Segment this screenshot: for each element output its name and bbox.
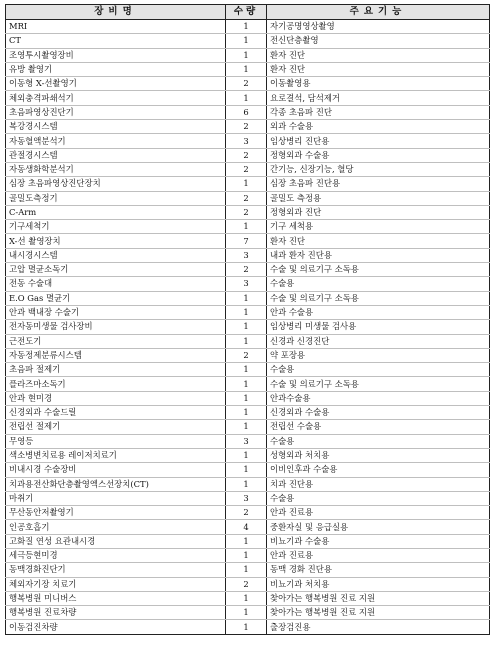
equipment-name-cell: 무산동안저촬영기: [6, 506, 226, 520]
equipment-name-cell: 인공호흡기: [6, 520, 226, 534]
quantity-cell: 1: [226, 591, 267, 605]
function-cell: 각종 초음파 진단: [267, 105, 490, 119]
equipment-name-cell: 행복병원 미니버스: [6, 591, 226, 605]
table-row: [6, 305, 490, 319]
function-cell: 신경외과 수술용: [267, 406, 490, 420]
quantity-cell: 1: [226, 177, 267, 191]
table-row: [6, 205, 490, 219]
equipment-name-cell: 전동 수술대: [6, 277, 226, 291]
table-row: [6, 406, 490, 420]
table-row: [6, 563, 490, 577]
table-row: [6, 191, 490, 205]
function-cell: 전신단층촬영: [267, 34, 490, 48]
quantity-cell: 3: [226, 248, 267, 262]
quantity-cell: 2: [226, 191, 267, 205]
function-cell: 이비인후과 수술용: [267, 463, 490, 477]
table-row: [6, 91, 490, 105]
function-cell: 환자 진단: [267, 48, 490, 62]
equipment-name-cell: 고압 멸균소독기: [6, 263, 226, 277]
function-cell: 안과수술용: [267, 391, 490, 405]
table-row: [6, 234, 490, 248]
function-cell: 안과 진료용: [267, 548, 490, 562]
quantity-cell: 3: [226, 134, 267, 148]
table-row: [6, 277, 490, 291]
equipment-name-cell: 내시경시스템: [6, 248, 226, 262]
equipment-name-cell: 자동혈액분석기: [6, 134, 226, 148]
table-row: [6, 334, 490, 348]
table-row: [6, 62, 490, 76]
function-cell: 수술용: [267, 277, 490, 291]
function-cell: 전립선 수술용: [267, 420, 490, 434]
equipment-name-cell: 신경외과 수술드릴: [6, 406, 226, 420]
equipment-name-cell: 비내시경 수술장비: [6, 463, 226, 477]
quantity-cell: 1: [226, 363, 267, 377]
equipment-name-cell: 안과 현미경: [6, 391, 226, 405]
equipment-name-cell: 관절경시스템: [6, 148, 226, 162]
quantity-cell: 2: [226, 205, 267, 219]
table-body: [6, 20, 490, 635]
equipment-name-cell: 행복병원 진료차량: [6, 606, 226, 620]
equipment-name-cell: C-Arm: [6, 205, 226, 219]
header-equipment-name: 장비명: [6, 5, 226, 20]
equipment-name-cell: 체외자기장 치료기: [6, 577, 226, 591]
equipment-name-cell: 전자동미생물 검사장비: [6, 320, 226, 334]
table-row: [6, 620, 490, 634]
quantity-cell: 1: [226, 391, 267, 405]
table-header: [6, 5, 490, 20]
table-row: [6, 463, 490, 477]
equipment-name-cell: 이동형 X-선촬영기: [6, 77, 226, 91]
quantity-cell: 3: [226, 434, 267, 448]
equipment-table: [5, 4, 490, 635]
equipment-name-cell: 초음파 절제기: [6, 363, 226, 377]
equipment-name-cell: 근전도기: [6, 334, 226, 348]
function-cell: 찾아가는 행복병원 진료 지원: [267, 591, 490, 605]
function-cell: 안과 진료용: [267, 506, 490, 520]
function-cell: 요로결석, 담석제거: [267, 91, 490, 105]
function-cell: 자기공명영상촬영: [267, 20, 490, 34]
function-cell: 중환자실 및 응급실용: [267, 520, 490, 534]
quantity-cell: 1: [226, 420, 267, 434]
quantity-cell: 1: [226, 534, 267, 548]
table-row: [6, 348, 490, 362]
equipment-name-cell: 초음파영상진단기: [6, 105, 226, 119]
quantity-cell: 1: [226, 91, 267, 105]
quantity-cell: 2: [226, 120, 267, 134]
table-row: [6, 320, 490, 334]
equipment-name-cell: 동맥경화진단기: [6, 563, 226, 577]
table-row: [6, 105, 490, 119]
header-quantity: 수량: [226, 5, 267, 20]
equipment-name-cell: 고화질 연성 요관내시경: [6, 534, 226, 548]
table-row: [6, 220, 490, 234]
function-cell: 수술 및 의료기구 소독용: [267, 263, 490, 277]
header-main-function: 주요기능: [267, 5, 490, 20]
function-cell: 임상병리 미생물 검사용: [267, 320, 490, 334]
table-row: [6, 591, 490, 605]
table-row: [6, 506, 490, 520]
quantity-cell: 3: [226, 491, 267, 505]
quantity-cell: 4: [226, 520, 267, 534]
quantity-cell: 1: [226, 448, 267, 462]
function-cell: 안과 수술용: [267, 305, 490, 319]
quantity-cell: 2: [226, 263, 267, 277]
table-row: [6, 291, 490, 305]
table-row: [6, 248, 490, 262]
quantity-cell: 7: [226, 234, 267, 248]
table-row: [6, 48, 490, 62]
equipment-name-cell: 자동생화학분석기: [6, 162, 226, 176]
function-cell: 외과 수술용: [267, 120, 490, 134]
quantity-cell: 1: [226, 620, 267, 634]
function-cell: 수술용: [267, 434, 490, 448]
quantity-cell: 1: [226, 463, 267, 477]
function-cell: 수술용: [267, 491, 490, 505]
quantity-cell: 1: [226, 20, 267, 34]
quantity-cell: 1: [226, 477, 267, 491]
function-cell: 정형외과 수술용: [267, 148, 490, 162]
table-row: [6, 606, 490, 620]
table-row: [6, 20, 490, 34]
table-row: [6, 420, 490, 434]
function-cell: 임상병리 진단용: [267, 134, 490, 148]
equipment-name-cell: 복강경시스템: [6, 120, 226, 134]
quantity-cell: 1: [226, 62, 267, 76]
function-cell: 정형외과 진단: [267, 205, 490, 219]
equipment-name-cell: 안과 백내장 수술기: [6, 305, 226, 319]
function-cell: 비뇨기과 처치용: [267, 577, 490, 591]
equipment-name-cell: MRI: [6, 20, 226, 34]
header-row: [6, 5, 490, 20]
function-cell: 찾아가는 행복병원 진료 지원: [267, 606, 490, 620]
quantity-cell: 2: [226, 148, 267, 162]
quantity-cell: 1: [226, 563, 267, 577]
table-row: [6, 577, 490, 591]
equipment-name-cell: 조영투시촬영장비: [6, 48, 226, 62]
quantity-cell: 2: [226, 577, 267, 591]
quantity-cell: 1: [226, 334, 267, 348]
equipment-name-cell: 마취기: [6, 491, 226, 505]
equipment-name-cell: 이동검진차량: [6, 620, 226, 634]
quantity-cell: 1: [226, 406, 267, 420]
function-cell: 환자 진단: [267, 62, 490, 76]
function-cell: 이동촬영용: [267, 77, 490, 91]
quantity-cell: 1: [226, 48, 267, 62]
function-cell: 약 포장용: [267, 348, 490, 362]
table-row: [6, 491, 490, 505]
table-row: [6, 548, 490, 562]
function-cell: 성형외과 처치용: [267, 448, 490, 462]
table-row: [6, 377, 490, 391]
function-cell: 신경과 신경진단: [267, 334, 490, 348]
table-row: [6, 162, 490, 176]
quantity-cell: 3: [226, 277, 267, 291]
equipment-name-cell: 유방 촬영기: [6, 62, 226, 76]
equipment-name-cell: 전립선 절제기: [6, 420, 226, 434]
quantity-cell: 1: [226, 548, 267, 562]
quantity-cell: 1: [226, 220, 267, 234]
equipment-name-cell: CT: [6, 34, 226, 48]
quantity-cell: 1: [226, 34, 267, 48]
equipment-name-cell: 플라즈마소독기: [6, 377, 226, 391]
equipment-name-cell: X-선 촬영장치: [6, 234, 226, 248]
function-cell: 출장검진용: [267, 620, 490, 634]
function-cell: 간기능, 신장기능, 혈당: [267, 162, 490, 176]
table-row: [6, 134, 490, 148]
equipment-name-cell: E.O Gas 멸균기: [6, 291, 226, 305]
table-row: [6, 363, 490, 377]
quantity-cell: 6: [226, 105, 267, 119]
table-row: [6, 77, 490, 91]
function-cell: 치과 진단용: [267, 477, 490, 491]
equipment-name-cell: 심장 초음파영상진단장치: [6, 177, 226, 191]
quantity-cell: 1: [226, 291, 267, 305]
quantity-cell: 2: [226, 506, 267, 520]
quantity-cell: 2: [226, 162, 267, 176]
equipment-name-cell: 색소병변치료용 레이저치료기: [6, 448, 226, 462]
function-cell: 수술 및 의료기구 소독용: [267, 377, 490, 391]
function-cell: 환자 진단: [267, 234, 490, 248]
table-row: [6, 34, 490, 48]
table-row: [6, 448, 490, 462]
table-row: [6, 434, 490, 448]
function-cell: 수술용: [267, 363, 490, 377]
equipment-name-cell: 무영등: [6, 434, 226, 448]
equipment-name-cell: 치과용전산화단층촬영엑스선장치(CT): [6, 477, 226, 491]
table-row: [6, 477, 490, 491]
table-row: [6, 148, 490, 162]
quantity-cell: 2: [226, 348, 267, 362]
equipment-name-cell: 기구세척기: [6, 220, 226, 234]
function-cell: 동맥 경화 진단용: [267, 563, 490, 577]
quantity-cell: 2: [226, 77, 267, 91]
function-cell: 기구 세척용: [267, 220, 490, 234]
function-cell: 비뇨기과 수술용: [267, 534, 490, 548]
quantity-cell: 1: [226, 377, 267, 391]
quantity-cell: 1: [226, 305, 267, 319]
table-row: [6, 177, 490, 191]
function-cell: 심장 초음파 진단용: [267, 177, 490, 191]
table-row: [6, 520, 490, 534]
quantity-cell: 1: [226, 320, 267, 334]
function-cell: 내과 환자 진단용: [267, 248, 490, 262]
equipment-name-cell: 체외충격파쇄석기: [6, 91, 226, 105]
quantity-cell: 1: [226, 606, 267, 620]
table-row: [6, 391, 490, 405]
equipment-name-cell: 골밀도측정기: [6, 191, 226, 205]
table-row: [6, 534, 490, 548]
function-cell: 수술 및 의료기구 소독용: [267, 291, 490, 305]
equipment-name-cell: 자동정제분류시스템: [6, 348, 226, 362]
table-row: [6, 263, 490, 277]
table-row: [6, 120, 490, 134]
equipment-name-cell: 세극등현미경: [6, 548, 226, 562]
function-cell: 골밀도 측정용: [267, 191, 490, 205]
